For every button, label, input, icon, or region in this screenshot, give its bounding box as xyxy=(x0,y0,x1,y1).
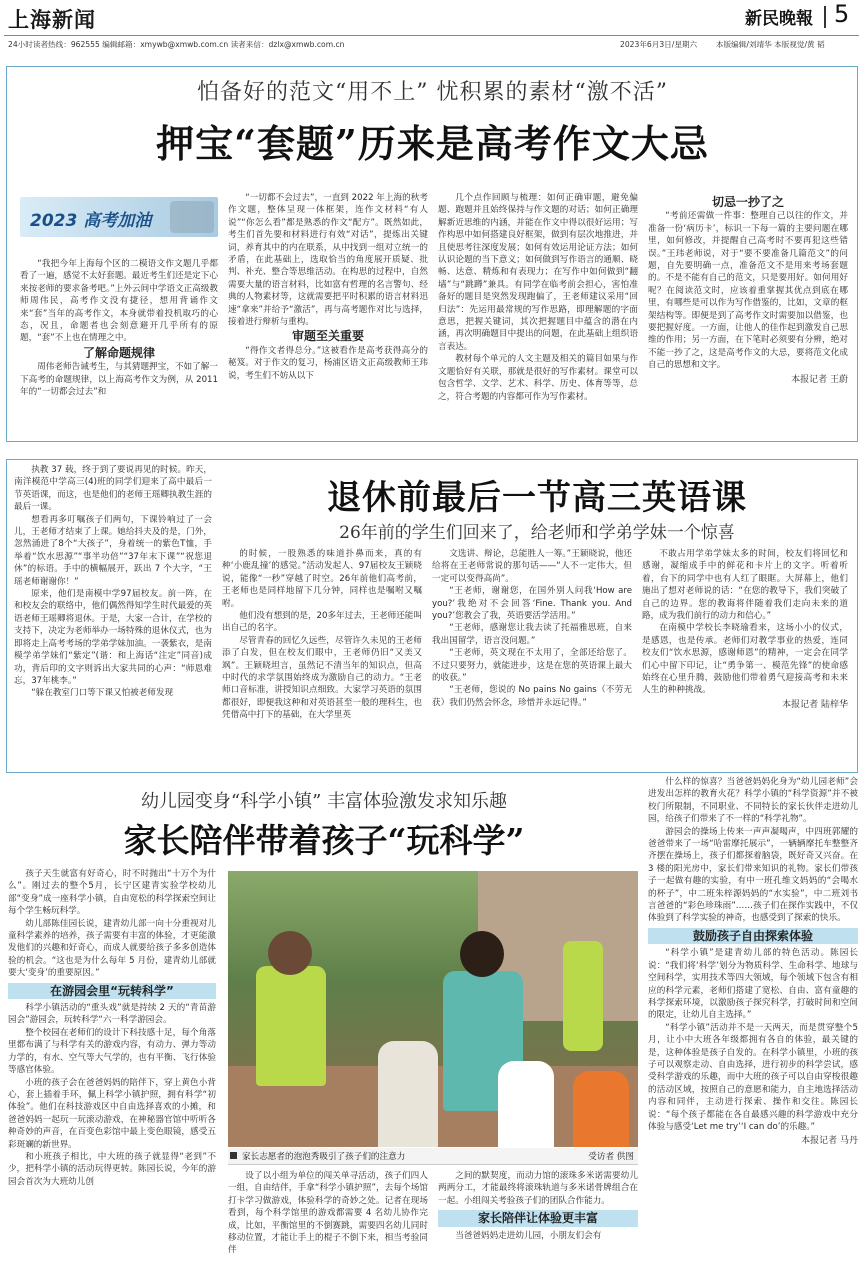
photo-credit: 受访者 供图 xyxy=(588,1152,634,1162)
badge-text: 2023 高考加油 xyxy=(30,211,152,231)
story3-byline: 本报记者 马丹 xyxy=(801,1136,858,1147)
story3-subhead-2: 家长陪伴让体验更丰富 xyxy=(438,1210,638,1226)
story1-subhead-2: 审题至关重要 xyxy=(291,329,364,344)
story2-col2: 的时候，一股熟悉的味道扑鼻而来，真的有种‘小鹿乱撞’的感觉。”活动发起人、97届校友王颖晓说，能像“一秒”穿越了时空。26年前他们高考前，王老师也是同样地留下几分钟，同样也是嘱咐又嘱咐。 他们没有想到的是，20多年过去，王老师还能叫出自己的名字。 尽管青春的回忆久远些，尽管许久未见的王老师添了白发，但在校友们眼中，王老师仍旧“又美又飒”。王颖晓坦言，虽然记不清当年的知识点，但高中时代的求学氛围始终成为激励自己的动力。“王老师口音标准，讲授知识点细致。大家学习英语的氛围都很好，即便我这种和对英语甚至一般的理科生，也凭借高中打下的基础，在大学里英 xyxy=(222,549,422,721)
story1-col3: 几个点作回顾与梳理：如何正确审题，避免偏题、跑题并且始终保持与作文题的对话；如何正确理解新近思维的内涵，并能在作文中得以很好运用；写作构思中如何搭建良好框架，做到有层次地推进，并且使思考往深度发展；如何有效运用论证方法；如何认识论题的当下意义；如何做到写作语言的通顺、晓畅、达意、精炼和有表现力；在写作中如何做到“翻墙”与“跳蹲”兼具。有同学在临考前会担心，害怕准备好的题目是突然发现跑偏了，王老师建议采用“回归法”：先运用最常规的写作思路，即理解题的字面意思，把握关键词，其次把握题目中蕴含的潜在内涵，再次明确题目中提出的问题，在此基础上组织语言表达。 教材每个单元的人文主题及相关的篇目如果与作文题恰好有关联，那就是很好的写作素材。课堂可以包含哲学、文学、艺术、科学、历史、体育等等，总之，符合考题的内容都可作为写作素材。 xyxy=(438,193,638,402)
issue-date: 2023年6月3日/星期六 xyxy=(620,40,698,49)
photo-child-3 xyxy=(573,1071,629,1147)
story2-col1: 执教 37 载，终于到了要说再见的时候。昨天，南洋模范中学高三(4)班的同学们迎来了高中最后一节英语课，而这，也是他们的老师王瑶卿执教生涯的最后一课。 想看再多叮嘱孩子们两句，下课铃响过了一会儿，王老师才结束了上课。她给抖夫及的是，门外，忽然涌进了8个“大孩子”，身着统一的紫色T恤，手举着“饮水思源”“事半功倍”“37年末下课”“祝您退休”的标语。手中的横幅展开，跃出 7 个大字，“王瑶老师谢谢你！” 原来，他们是南模中学97届校友。前一阵，在和校友会的联络中，他们偶然得知学生时代最爱的英语老师王瑶卿将退休。于是，大家一合计，在学校的支持下，决定为老师举办一场特殊的退休仪式，也为即将走上高考考场的学弟学妹加油。一袭紫衣，是南模学弟学妹们“紫定”(谐：和上海话“注定”同音)成功，背后印的文字则诉出大家共同的心声：“师恩难忘，37年桃李。” “躲在教室门口等下课又怕被老师发现 xyxy=(14,465,212,699)
story3-col4: 什么样的惊喜？当爸爸妈妈化身为“幼儿园老师”会进发出怎样的教育火花？科学小镇的“科学资源”并不被校门所限制，不同职业、不同特长的家长伙伴走进幼儿园，给孩子们带来了不一样的“科学礼物”。 游园会的操场上传来一声声凝喝声，中四班郭耀的爸爸带来了一场“哈雷摩托展示”，一辆辆摩托车整整齐齐摆在操场上，孩子们都探着脑袋，既好奇又兴奋。在 3 楼的阳光房中，家长们带来知识的礼物。家长们带孩子一起做有趣的实验，有中一班孔维文妈妈的“会喝水的杯子”，中二班朱梓源妈妈的“水实验”，中二班刘书言爸爸的“彩色珍珠雨”……孩子们在探作实践中，不仅体验到了科学实验的神奇，也感受到了探索的快乐。 鼓励孩子自由探索体验 “科学小镇”是建青幼儿部的特色活动。陈园长说：“我们将‘科学’划分为物质科学、生命科学、地球与空间科学，实用技术等四大领域，每个领域下包含有相应的科学元素，老师们搭建了宽松、自由、富有童趣的科学探索环境，以激励孩子探究科学，打破时间和空间的限定，让幼儿自主选择。” “科学小镇”活动并不是一天两天，而是贯穿整个5月，让小中大班各年级都拥有各自的体验，最关键的是，这种体验是孩子自发的。在科学小镇里，小班的孩子可以观察走动、自由选择，进行初步的科学尝试，感受科学游戏的乐趣，而中大班的孩子可以自由穿梭很趣的活动区域，按照自己的意愿和能力，自主地选择活动内容和同伴，主动进行探索、操作和交往。陈园长说：“每个孩子都能在各自最感兴趣的科学游戏中充分体验与感受‘Let me try’‘I can do’的乐趣。” 本报记者 马丹 xyxy=(648,777,858,1147)
badge-brush-icon xyxy=(170,201,214,233)
photo-caption-bar xyxy=(228,1148,638,1165)
photo-mother-head xyxy=(460,931,504,977)
photo-volunteer-head xyxy=(268,931,312,975)
story1-col2: “一切都不会过去”，一直到 2022 年上海的秋考作文题，整体呈现一体框架，连作文材料“有人说”“你怎么看”都是熟悉的作文“配方”。既然如此，考生们首先要和材料进行有效“对话”，提炼出关键词，养育其中的内在联系，从中找到一组对立统一的矛盾，在此基础上，选取恰当的角度展开质疑、批判、补充、整合等思维活动。在构思的过程中，自然需要大量的语言材料，比如富有哲理的名言警句、经典的人物素材等，这就需要把平时积累的语言材料迅速“拿来”并给予“激活”，再与高考题作对比与选择，接着进行辩析与重构。 审题至关重要 “得作文者得总分。”这被看作是高考获得高分的秘笈。对于作文的复习，杨浦区语文正高级教师王玮说，考生们不妨从以下 xyxy=(228,193,428,381)
story2-byline: 本报记者 陆梓华 xyxy=(782,699,848,710)
story3-kicker: 幼儿园变身“科学小镇” 丰富体验激发求知乐趣 xyxy=(140,791,508,812)
gaokao-badge xyxy=(20,197,218,237)
newspaper-logo: 新民晚報 xyxy=(745,9,813,29)
story1-byline: 本报记者 王蔚 xyxy=(791,374,848,385)
photo-volunteer-vest xyxy=(256,966,326,1086)
reader-hotline: 24小时读者热线：962555 编辑邮箱：xmywb@xmwb.com.cn 读者来信：dzlx@xmwb.com.cn xyxy=(8,40,345,49)
story1-col4: 切忌一抄了之 “考前还需做一件事：整理自己以往的作文，并准备一份‘病历卡’，标识一下每一篇的主要问题在哪里，如何修改，并提醒自己高考时不要再犯这些错误。”王玮老师说，对于“要不要准备几篇范文”的问题，自先要明确一点，准备范文不是用来考场套题的。不是不能有自己的范文，只是要用好。如何用好呢？在阅读范文时，应该着重掌握其优点到底在哪里，有哪些是可以作为写作借鉴的，比如，文章的框架结构等。即便是到了高考作文时需要加以借鉴，也要把握好度。一方面，让他人的佳作起到激发自己思维的作用；另一方面，在下笔时必须要有分辨，绝对不能一抄了之，这是高考作文的大忌，要将范文化成自己的思想和文字。 本报记者 王蔚 xyxy=(648,195,848,385)
page-header xyxy=(0,0,865,50)
story3-photo xyxy=(228,871,638,1147)
story1-kicker: 怕备好的范文“用不上” 忧积累的素材“激不活” xyxy=(197,80,668,105)
story1-headline: 押宝“套题”历来是高考作文大忌 xyxy=(156,121,709,166)
story2-headline: 退休前最后一节高三英语课 xyxy=(327,478,747,518)
header-divider-mark xyxy=(824,6,826,28)
story2-col3: 文选讲、辩论，总能胜人一筹。”王颖晓说，他还给将在王老师常说的那句话——“人不一定伟大，但一定可以变得高尚”。 “王老师，谢谢您，在国外别人问我‘How are you?’我绝对不会回答‘Fine. Thank you. And you?’您教会了我，英语要活学活用。” “王老师，感谢您让我去读了托福雅思班，自来我出国留学，语言没问题。” “王老师，英文现在不太用了，全部还给您了。不过只要努力，就能进步，这是在您的英语课上最大的收获。” “王老师，您说的 No pains No gains（不劳无获）我们仍然会怀念，珍惜并永远记得。” xyxy=(432,549,632,708)
page-number: 5 xyxy=(834,0,850,28)
story3-headline: 家长陪伴带着孩子“玩科学” xyxy=(123,821,525,860)
story1-subhead-1: 了解命题规律 xyxy=(82,345,155,360)
story3-col2: 设了以小组为单位的闯关单寻活动，孩子们四人一组，自由结伴，手拿“科学小镇护照”，去每个场馆打卡学习做游戏，体验科学的奇妙之处。记者在现场看到，每个科学馆里的游戏都需要 4 名幼儿协作完成，比如，平衡馆里的不倒赛跳，需要四名幼儿同时移动位置，才能让手上的棍子不倒下来，相当考验同伴 xyxy=(228,1171,428,1256)
photo-teacher xyxy=(563,941,603,1051)
story3-subhead-1: 在游园会里“玩转科学” xyxy=(8,983,216,999)
story3-subhead-3: 鼓励孩子自由探索体验 xyxy=(648,928,858,944)
page-editors: 本版编辑/刘靖华 本版视觉/黄 韬 xyxy=(716,40,825,49)
photo-caption: 家长志愿者的泡泡秀吸引了孩子们的注意力 xyxy=(242,1152,406,1162)
caption-square-icon xyxy=(230,1152,237,1159)
header-rule xyxy=(4,35,859,36)
story1-col1: “我把今年上海每个区的二模语文作文题几乎都看了一遍，感觉不太好套题。最近考生们还是定下心来按老师的要求备考吧。”上外云间中学语文正高级教师周伟民，高考作文没有捷径，想用背诵作文来“套”当年的高考作文，本身就带着投机取巧的心态，况且，命题者也会刻意避开几乎所有的原题，“套”不上也在情理之中。 了解命题规律 周伟老师告诫考生，与其猜题押宝，不如了解一下高考的命题规律，以上海高考作文为例，从 2011 年的“一切都会过去”和 xyxy=(20,259,218,398)
photo-child-2 xyxy=(498,1061,554,1147)
story3-col1: 孩子天生就富有好奇心，时不时抛出“十万个为什么”。刚过去的整个5月，长宁区建青实验学校幼儿部“变身”成一座科学小镇，自由宽松的科学探索空间让每个学生畅玩科学。 幼儿部陈佳园长说，建青幼儿部一向十分重视对儿童科学素养的培养，孩子需要有丰富的体验，才更能激发他们的兴趣和好奇心，而成人就要给孩子多多创造体验的机会。“这也是为什么每年 5 月份，建青幼儿部就要大‘变身’的重要原因。” 在游园会里“玩转科学” 科学小镇活动的“重头戏”就是持续 2 天的“青苗游园会”游园会，玩转科学“六一科学游园会。 整个校园在老师们的设计下科技感十足，每个角落里都布满了与科学有关的游戏内容，有动力、弹力等动力学的，有水、空气等大气学的，也有平衡、飞行体验等感官体验。 小班的孩子会在爸爸妈妈的陪伴下，穿上黄色小背心，套上插着手环，佩上科学小镇护照，拥有科学“初体验”。他们在科技游戏区中自由选择喜欢的小摊，和爸爸妈妈一起玩一玩滚动游戏，在神秘器官馆中听听各种奇妙的声音，在百变色彩馆中最上变色眼镜，感受五彩斑斓的新世界。 和小班孩子相比，中大班的孩子就显得“老到”不少，把科学小镇的活动玩得更转。陈园长说，今年的游园会首次为大班幼儿创 xyxy=(8,869,216,1187)
story2-col4: 不敢占用学弟学妹太多的时间，校友们将回忆和感谢，凝缩成手中的鲜花和卡片上的文字。听着听着，台下的同学中也有人红了眼眶。大屏幕上，他们施出了想对老师说的话：“在您的教导下，我们突破了自己的边界。您的教诲将伴随着我们走向未来的道路，成为我们前行的动力和信心。” 在南模中学校长李晓瑜看来，这场小小的仪式，是感恩，也是传承。老师们对教学事业的热爱，连同校友们“饮水思源，感谢师恩”的精神，一定会在同学们心中留下印记，让“勇争第一、模范先锋”的使命感始终在心里升腾，鼓励他们带着勇气迎接高考和未来人生的种种挑战。 本报记者 陆梓华 xyxy=(642,549,848,710)
story3-col3: 之间的默契度，而动力馆的滚珠多米诺需要幼儿两两分工，才能最终将滚珠轨道与多米诺骨牌组合在一起。小组闯关考验孩子们的团队合作能力。 家长陪伴让体验更丰富 当爸爸妈妈走进幼儿园，小朋友们会有 xyxy=(438,1171,638,1241)
story1-subhead-3: 切忌一抄了之 xyxy=(711,195,784,209)
section-title: 上海新闻 xyxy=(8,7,96,32)
story2-subhead: 26年前的学生们回来了，给老师和学弟学妹一个惊喜 xyxy=(339,523,735,543)
photo-child-1 xyxy=(378,1041,438,1147)
